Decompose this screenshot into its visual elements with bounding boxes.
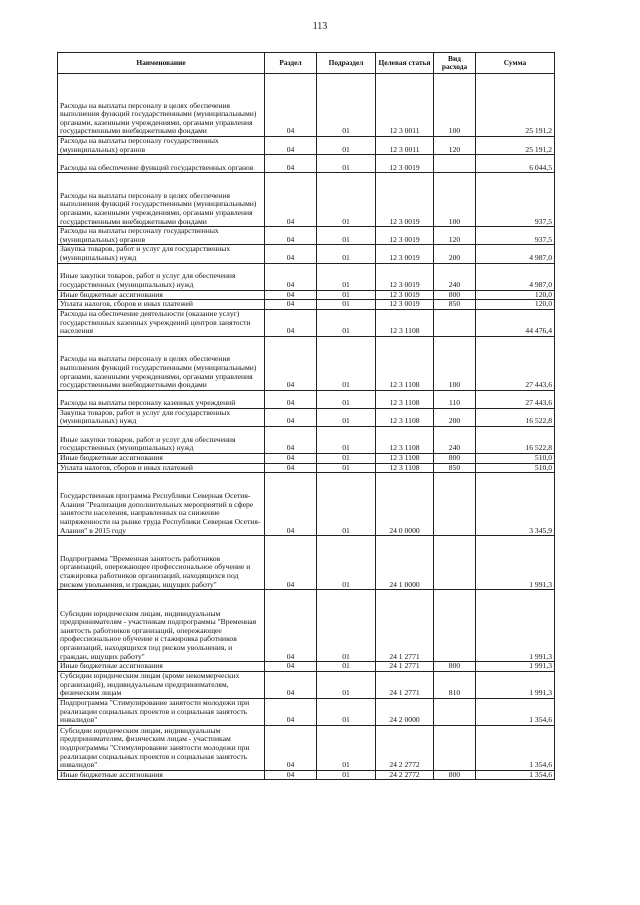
table-row — [58, 408, 555, 426]
cell-target: 12 3 1108 — [376, 336, 434, 390]
cell-subsection: 01 — [317, 473, 376, 536]
cell-sum: 1 991,3 — [476, 590, 555, 662]
cell-name: Подпрограмма "Стимулирование занятости молодежи при реализации социальных проектов и социальная занятость инвалидов" — [58, 698, 265, 725]
cell-name: Расходы на выплаты персоналу казенных учреждений — [58, 390, 265, 408]
cell-section: 04 — [265, 263, 317, 290]
cell-name: Иные закупки товаров, работ и услуг для обеспечения государственных (муниципальных) нужд — [58, 263, 265, 290]
cell-section: 04 — [265, 426, 317, 453]
cell-kind: 120 — [434, 137, 476, 155]
cell-section: 04 — [265, 245, 317, 263]
cell-kind: 800 — [434, 662, 476, 672]
cell-subsection: 01 — [317, 227, 376, 245]
cell-subsection: 01 — [317, 671, 376, 698]
header-sum: Сумма — [476, 53, 555, 74]
header-section: Раздел — [265, 53, 317, 74]
cell-subsection: 01 — [317, 536, 376, 590]
cell-name: Уплата налогов, сборов и иных платежей — [58, 300, 265, 310]
cell-name: Расходы на выплаты персоналу государственных (муниципальных) органов — [58, 227, 265, 245]
table-row — [58, 245, 555, 263]
cell-name: Расходы на обеспечение функций государственных органов — [58, 155, 265, 173]
cell-target: 12 3 1108 — [376, 453, 434, 463]
cell-sum: 1 991,3 — [476, 536, 555, 590]
table-row — [58, 336, 555, 390]
cell-target: 12 3 0019 — [376, 263, 434, 290]
cell-subsection: 01 — [317, 590, 376, 662]
cell-kind: 800 — [434, 453, 476, 463]
cell-name: Закупка товаров, работ и услуг для государственных (муниципальных) нужд — [58, 245, 265, 263]
cell-target: 24 1 2771 — [376, 662, 434, 672]
cell-sum: 510,0 — [476, 453, 555, 463]
cell-kind: 800 — [434, 770, 476, 780]
table-row — [58, 155, 555, 173]
cell-sum: 16 522,8 — [476, 426, 555, 453]
cell-kind — [434, 536, 476, 590]
cell-sum: 6 044,5 — [476, 155, 555, 173]
table-row — [58, 463, 555, 473]
cell-name: Расходы на выплаты персоналу в целях обеспечения выполнения функций государственными (муниципальными) органами, казенными учреждениями, органами управления государственными внебюджетными фондами — [58, 336, 265, 390]
cell-target: 24 1 0000 — [376, 536, 434, 590]
cell-sum: 510,0 — [476, 463, 555, 473]
cell-name: Уплата налогов, сборов и иных платежей — [58, 463, 265, 473]
cell-kind — [434, 309, 476, 336]
cell-name: Иные бюджетные ассигнования — [58, 770, 265, 780]
cell-name: Государственная программа Республики Северная Осетия-Алания "Реализация дополнительных мероприятий в сфере занятости населения, направленных на снижение напряженности на рынке труда Республики Северная Осетия-Алания" в 2015 году — [58, 473, 265, 536]
cell-target: 24 2 0000 — [376, 698, 434, 725]
cell-kind — [434, 473, 476, 536]
cell-sum: 27 443,6 — [476, 390, 555, 408]
cell-section: 04 — [265, 473, 317, 536]
cell-target: 12 3 0011 — [376, 74, 434, 137]
cell-section: 04 — [265, 336, 317, 390]
cell-section: 04 — [265, 662, 317, 672]
cell-section: 04 — [265, 725, 317, 770]
table-row — [58, 426, 555, 453]
cell-kind: 100 — [434, 173, 476, 227]
cell-sum: 3 345,9 — [476, 473, 555, 536]
cell-target: 24 2 2772 — [376, 725, 434, 770]
cell-kind: 200 — [434, 245, 476, 263]
cell-sum: 937,5 — [476, 227, 555, 245]
cell-target: 12 3 0019 — [376, 300, 434, 310]
cell-target: 24 1 2771 — [376, 671, 434, 698]
cell-kind — [434, 698, 476, 725]
cell-kind — [434, 155, 476, 173]
cell-target: 12 3 0011 — [376, 137, 434, 155]
cell-sum: 1 991,3 — [476, 662, 555, 672]
cell-section: 04 — [265, 408, 317, 426]
header-row — [58, 53, 555, 74]
cell-sum: 44 476,4 — [476, 309, 555, 336]
cell-target: 12 3 1108 — [376, 426, 434, 453]
cell-subsection: 01 — [317, 300, 376, 310]
cell-subsection: 01 — [317, 309, 376, 336]
cell-section: 04 — [265, 698, 317, 725]
cell-subsection: 01 — [317, 453, 376, 463]
cell-target: 12 3 1108 — [376, 390, 434, 408]
header-target: Целевая статья — [376, 53, 434, 74]
cell-target: 24 0 0000 — [376, 473, 434, 536]
cell-subsection: 01 — [317, 463, 376, 473]
cell-sum: 27 443,6 — [476, 336, 555, 390]
cell-subsection: 01 — [317, 390, 376, 408]
cell-section: 04 — [265, 590, 317, 662]
cell-target: 12 3 1108 — [376, 309, 434, 336]
cell-sum: 120,0 — [476, 290, 555, 300]
cell-subsection: 01 — [317, 290, 376, 300]
cell-sum: 25 191,2 — [476, 137, 555, 155]
cell-subsection: 01 — [317, 725, 376, 770]
cell-sum: 1 354,6 — [476, 725, 555, 770]
table-row — [58, 536, 555, 590]
cell-section: 04 — [265, 671, 317, 698]
cell-sum: 120,0 — [476, 300, 555, 310]
table-row — [58, 74, 555, 137]
table-row — [58, 390, 555, 408]
cell-target: 24 2 2772 — [376, 770, 434, 780]
cell-subsection: 01 — [317, 245, 376, 263]
cell-kind: 240 — [434, 263, 476, 290]
cell-target: 12 3 0019 — [376, 290, 434, 300]
table-row — [58, 227, 555, 245]
cell-sum: 4 987,0 — [476, 263, 555, 290]
table-row — [58, 263, 555, 290]
cell-target: 12 3 1108 — [376, 463, 434, 473]
cell-kind: 120 — [434, 227, 476, 245]
cell-name: Расходы на выплаты персоналу в целях обеспечения выполнения функций государственными (муниципальными) органами, казенными учреждениями, органами управления государственными внебюджетными фондами — [58, 74, 265, 137]
cell-section: 04 — [265, 155, 317, 173]
cell-subsection: 01 — [317, 770, 376, 780]
header-name: Наименование — [58, 53, 265, 74]
cell-target: 12 3 0019 — [376, 227, 434, 245]
cell-section: 04 — [265, 290, 317, 300]
cell-section: 04 — [265, 463, 317, 473]
cell-target: 12 3 1108 — [376, 408, 434, 426]
cell-section: 04 — [265, 74, 317, 137]
cell-name: Закупка товаров, работ и услуг для государственных (муниципальных) нужд — [58, 408, 265, 426]
cell-kind: 100 — [434, 336, 476, 390]
table-row — [58, 662, 555, 672]
page-number: 113 — [312, 21, 328, 32]
table-row — [58, 698, 555, 725]
cell-kind: 240 — [434, 426, 476, 453]
cell-sum: 1 991,3 — [476, 671, 555, 698]
table-row — [58, 590, 555, 662]
cell-kind — [434, 725, 476, 770]
cell-kind: 810 — [434, 671, 476, 698]
table-row — [58, 453, 555, 463]
cell-subsection: 01 — [317, 137, 376, 155]
cell-subsection: 01 — [317, 74, 376, 137]
cell-name: Субсидии юридическим лицам, индивидуальным предпринимателям, физическим лицам - участникам подпрограммы "Стимулирование занятости молодежи при реализации социальных проектов и социальная занятость инвалидов" — [58, 725, 265, 770]
cell-name: Субсидии юридическим лицам (кроме некоммерческих организаций), индивидуальным предпринимателям, физическим лицам — [58, 671, 265, 698]
cell-kind: 200 — [434, 408, 476, 426]
table-row — [58, 671, 555, 698]
cell-section: 04 — [265, 536, 317, 590]
cell-subsection: 01 — [317, 408, 376, 426]
table-row — [58, 300, 555, 310]
table-row — [58, 309, 555, 336]
cell-name: Иные бюджетные ассигнования — [58, 290, 265, 300]
cell-sum: 25 191,2 — [476, 74, 555, 137]
cell-target: 12 3 0019 — [376, 173, 434, 227]
cell-kind — [434, 590, 476, 662]
cell-sum: 16 522,8 — [476, 408, 555, 426]
cell-kind: 850 — [434, 300, 476, 310]
cell-section: 04 — [265, 390, 317, 408]
table-row — [58, 137, 555, 155]
cell-sum: 1 354,6 — [476, 770, 555, 780]
cell-name: Субсидии юридическим лицам, индивидуальным предпринимателям - участникам подпрограммы "Временная занятость работников организаций, опережающее профессиональное обучение и стажировка работников организаций, находящихся под риском увольнения, и граждан, ищущих работу" — [58, 590, 265, 662]
cell-subsection: 01 — [317, 662, 376, 672]
cell-name: Расходы на выплаты персоналу государственных (муниципальных) органов — [58, 137, 265, 155]
cell-section: 04 — [265, 300, 317, 310]
table-row — [58, 473, 555, 536]
cell-sum: 4 987,0 — [476, 245, 555, 263]
cell-subsection: 01 — [317, 263, 376, 290]
cell-sum: 937,5 — [476, 173, 555, 227]
cell-section: 04 — [265, 309, 317, 336]
table-row — [58, 725, 555, 770]
header-kind: Вид расхода — [434, 53, 476, 74]
cell-kind: 110 — [434, 390, 476, 408]
cell-name: Подпрограмма "Временная занятость работников организаций, опережающее профессиональное обучение и стажировка работников организаций, находящихся под риском увольнения, и граждан, ищущих работу" — [58, 536, 265, 590]
cell-section: 04 — [265, 227, 317, 245]
cell-sum: 1 354,6 — [476, 698, 555, 725]
cell-section: 04 — [265, 453, 317, 463]
cell-section: 04 — [265, 173, 317, 227]
cell-section: 04 — [265, 770, 317, 780]
cell-subsection: 01 — [317, 155, 376, 173]
table-row — [58, 173, 555, 227]
cell-name: Иные закупки товаров, работ и услуг для обеспечения государственных (муниципальных) нужд — [58, 426, 265, 453]
cell-section: 04 — [265, 137, 317, 155]
cell-name: Иные бюджетные ассигнования — [58, 453, 265, 463]
cell-kind: 800 — [434, 290, 476, 300]
cell-name: Расходы на выплаты персоналу в целях обеспечения выполнения функций государственными (муниципальными) органами, казенными учреждениями, органами управления государственными внебюджетными фондами — [58, 173, 265, 227]
cell-kind: 100 — [434, 74, 476, 137]
cell-kind: 850 — [434, 463, 476, 473]
table-row — [58, 770, 555, 780]
cell-target: 24 1 2771 — [376, 590, 434, 662]
cell-target: 12 3 0019 — [376, 245, 434, 263]
cell-subsection: 01 — [317, 426, 376, 453]
cell-target: 12 3 0019 — [376, 155, 434, 173]
header-subsection: Подраздел — [317, 53, 376, 74]
cell-name: Расходы на обеспечение деятельности (оказание услуг) государственных казенных учреждений центров занятости населения — [58, 309, 265, 336]
cell-subsection: 01 — [317, 336, 376, 390]
budget-table — [57, 52, 555, 780]
cell-subsection: 01 — [317, 173, 376, 227]
cell-name: Иные бюджетные ассигнования — [58, 662, 265, 672]
cell-subsection: 01 — [317, 698, 376, 725]
